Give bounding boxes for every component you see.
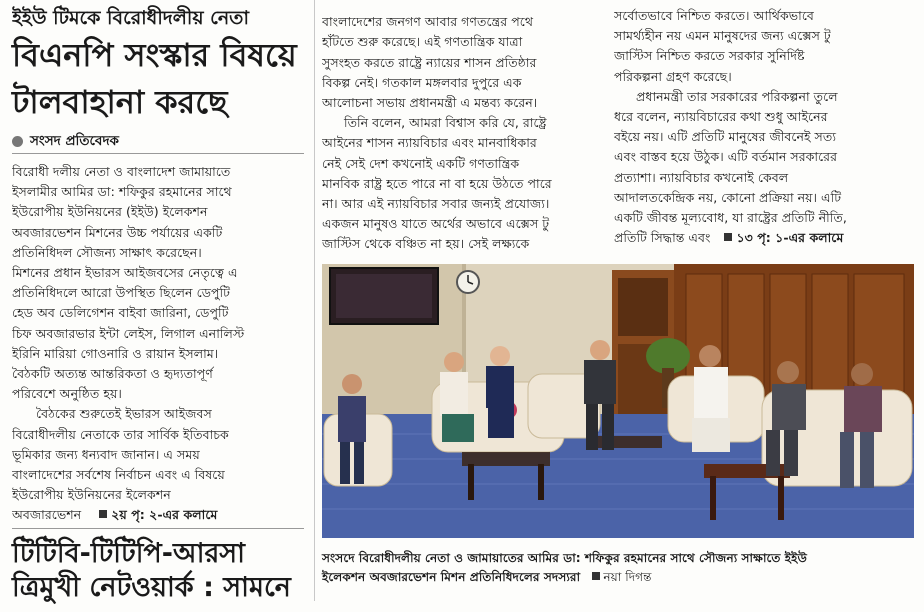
column-line: বিরোধী দলীয় নেতা ও বাংলাদেশ জামায়াতে xyxy=(12,164,231,179)
continuation-link[interactable]: ২য় পৃ: ২-এর কলামে xyxy=(99,507,217,522)
column-line: বিকল্প নেই। গতকাল মঙ্গলবার দুপুরে এক xyxy=(322,74,522,90)
column-line: ইউরোপীয় ইউনিয়নের (ইইউ) ইলেকশন xyxy=(12,204,208,220)
column-line: মানবিক রাষ্ট্র হতে পারে না বা হয়ে উঠতে পারে xyxy=(322,175,552,191)
column-line: আলোচনা সভায় প্রধানমন্ত্রী এ মন্তব্য করেন। xyxy=(322,95,538,110)
cut-line xyxy=(322,0,606,12)
column-line: প্রতিনিধিদল সৌজন্য সাক্ষাৎ করেছেন। xyxy=(12,244,202,260)
article-column-3 xyxy=(614,6,914,248)
byline-text: সংসদ প্রতিবেদক xyxy=(30,133,119,149)
article-headline xyxy=(12,32,312,126)
meeting-photo-illustration xyxy=(322,264,914,538)
column-line: একটি জীবন্ত মূল্যবোধ, যা রাষ্ট্রের প্রতিটি নীতি, xyxy=(614,210,847,226)
continuation-square-icon xyxy=(99,510,107,518)
column-line: জাস্টিস নিশ্চিত করতে সরকার সুনির্দিষ্ট xyxy=(614,48,805,64)
column-line: সুসংহত করতে রাষ্ট্রে ন্যায়ের শাসন প্রতিষ্ঠার xyxy=(322,54,537,70)
credit-square-icon xyxy=(592,572,600,580)
column-line: ইউরোপীয় ইউনিয়নের ইলেকশন xyxy=(12,487,171,503)
column-line: জাস্টিস থেকে বঞ্চিত না হয়। সেই লক্ষ্যকে xyxy=(322,236,530,252)
column-line: প্রত্যাশা। ন্যায়বিচার কখনোই কেবল xyxy=(614,169,789,185)
column-line: একজন মানুষও যাতে অর্থের অভাবে এক্সেস টু xyxy=(322,216,550,232)
column-line: না। আর এই ন্যায়বিচার সবার জন্যই প্রযোজ্য। xyxy=(322,196,550,212)
column-line-end: প্রতিটি সিদ্ধান্ত এবং xyxy=(614,230,711,246)
article2-headline-line-2: ত্রিমুখী নেটওয়ার্ক : সামনে xyxy=(12,572,291,603)
column-line: পরিবেশে অনুষ্ঠিত হয়। xyxy=(12,386,122,402)
column-line: বাংলাদেশের সর্বশেষ নির্বাচন এবং এ বিষয়ে xyxy=(12,467,225,483)
column-line: বৈঠকটি অত্যন্ত আন্তরিকতা ও হৃদ্যতাপূর্ণ xyxy=(12,366,213,382)
column-line: পরিকল্পনা গ্রহণ করেছে। xyxy=(614,68,732,84)
continuation-square-icon xyxy=(724,233,732,241)
column-line: অবজারভেশন মিশনের উচ্চ পর্যায়ের একটি xyxy=(12,224,223,240)
column-line: হাঁটতে শুরু করেছে। এই গণতান্ত্রিক যাত্রা xyxy=(322,34,523,50)
column-line: মিশনের প্রধান ইভারস আইজবসের নেতৃত্বে এ xyxy=(12,265,238,281)
column-line xyxy=(614,228,914,248)
column-line: বইয়ে নয়। এটি প্রতিটি মানুষের জীবনেই সত্য xyxy=(614,129,836,145)
column-line: প্রধানমন্ত্রী তার সরকারের পরিকল্পনা তুলে xyxy=(636,88,838,104)
column-line: বৈঠকের শুরুতেই ইভারস আইজবস xyxy=(36,406,212,422)
column-line: তিনি বলেন, আমরা বিশ্বাস করি যে, রাষ্ট্রে xyxy=(344,115,547,131)
photo-caption xyxy=(322,549,914,587)
headline-line-2: টালবাহানা করছে xyxy=(12,83,228,121)
column-line: সামর্থ্যহীন নয় এমন মানুষদের জন্য এক্সেস টু xyxy=(614,28,831,44)
column-line: বিরোধীদলীয় নেতাকে তার সার্বিক ইতিবাচক xyxy=(12,426,229,442)
continuation-link[interactable]: ১৩ পৃ: ১-এর কলামে xyxy=(724,230,843,245)
column-line: ইরিনি মারিয়া গোওনারি ও রায়ান ইসলাম। xyxy=(12,345,219,361)
caption-line-2: ইলেকশন অবজারভেশন মিশন প্রতিনিধিদলের সদস্যরা নয়া দিগন্ত xyxy=(322,570,652,584)
column-line: আইনের শাসন ন্যায়বিচার এবং মানবাধিকার xyxy=(322,135,537,151)
column-line: বাংলাদেশের জনগণ আবার গণতন্ত্রের পথে xyxy=(322,14,533,30)
article-divider xyxy=(12,528,304,529)
article-column-2 xyxy=(322,0,606,255)
column-line: চিফ অবজারভার ইন্টা লেইস, লিগাল এনালিস্ট xyxy=(12,325,245,341)
column-rule xyxy=(314,0,315,601)
column-line: নেই সেই দেশ কখনোই একটি গণতান্ত্রিক xyxy=(322,155,520,171)
caption-line-1: সংসদে বিরোধীদলীয় নেতা ও জামায়াতের আমির ডা: শফিকুর রহমানের সাথে সৌজন্য সাক্ষাতে ইইউ xyxy=(322,551,807,565)
column-line: প্রতিনিধিদলে আরো উপস্থিত ছিলেন ডেপুটি xyxy=(12,285,230,301)
column-line: এবং বাস্তব হয়ে উঠুক। এটি বর্তমান সরকারের xyxy=(614,149,837,165)
column-line-end: অবজারভেশন xyxy=(12,507,82,523)
column-line xyxy=(12,505,308,525)
column-line: হেড অব ডেলিগেশন বাইবা জারিনা, ডেপুটি xyxy=(12,305,229,321)
column-line: ইসলামীর আমির ডা: শফিকুর রহমানের সাথে xyxy=(12,184,232,200)
article-column-1 xyxy=(12,162,308,526)
byline-divider xyxy=(12,153,304,154)
headline-line-1: বিএনপি সংস্কার বিষয়ে xyxy=(12,36,297,74)
column-line: সর্বোতভাবে নিশ্চিত করতে। আর্থিকভাবে xyxy=(614,8,814,23)
column-line: ভূমিকার জন্য ধন্যবাদ জানান। এ সময় xyxy=(12,446,200,462)
article-kicker: ইইউ টিমকে বিরোধীদলীয় নেতা xyxy=(12,7,249,29)
byline-bullet-icon xyxy=(12,136,23,147)
news-photo xyxy=(322,264,914,538)
column-line: ধরে বলেন, ন্যায়বিচারের কথা শুধু আইনের xyxy=(614,109,828,125)
byline xyxy=(12,130,119,153)
article2-headline-line-1: টিটিবি-টিটিপি-আরসা xyxy=(12,538,245,569)
photo-credit: নয়া দিগন্ত xyxy=(584,570,651,584)
column-line: আদালতকেন্দ্রিক নয়, কোনো প্রক্রিয়া নয়। এটি xyxy=(614,189,842,205)
